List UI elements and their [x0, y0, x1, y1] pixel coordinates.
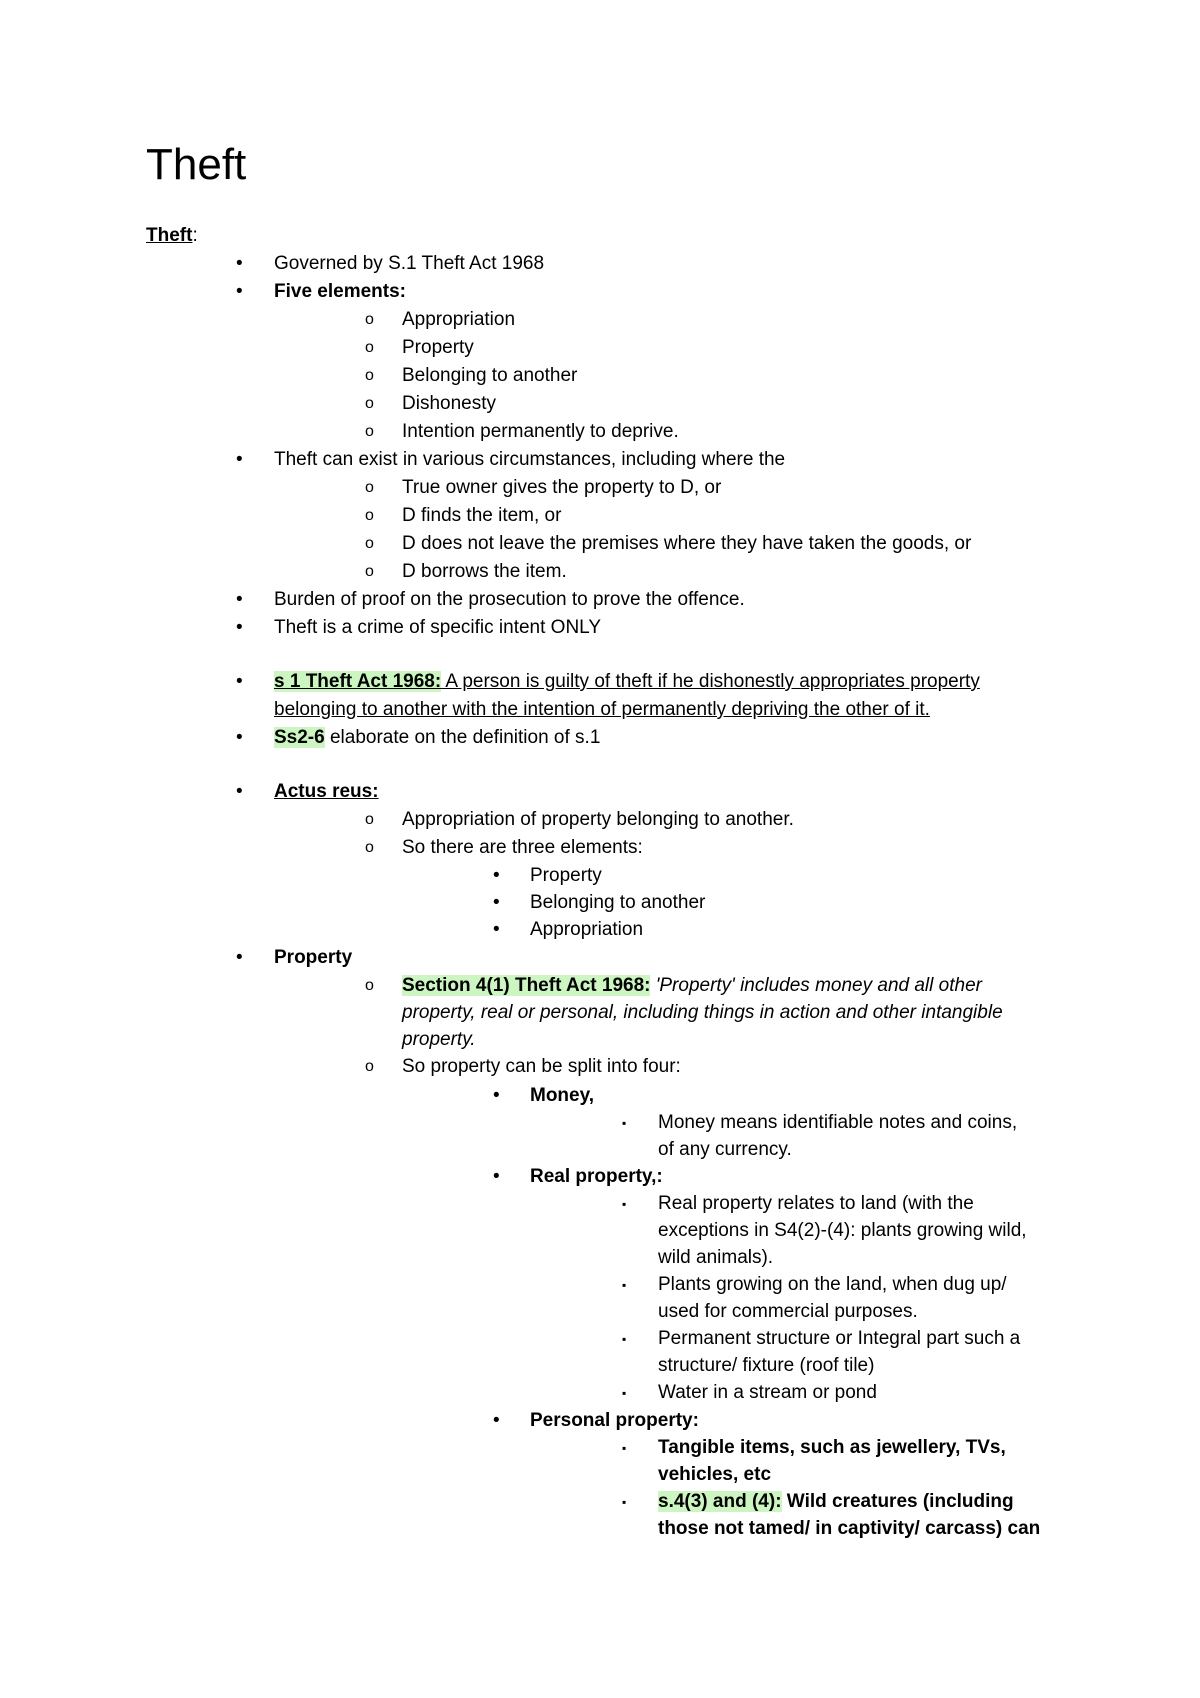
- bullet-marker: •: [236, 671, 243, 692]
- statute-ref-s4-1: Section 4(1) Theft Act 1968:: [402, 975, 651, 996]
- list-item-dishonesty: Dishonesty: [402, 393, 496, 414]
- bullet-marker: •: [236, 589, 243, 610]
- list-item-finds: D finds the item, or: [402, 505, 562, 526]
- bullet-marker: •: [236, 281, 243, 302]
- list-item-s1-definition: [274, 670, 980, 694]
- bullet-marker: •: [236, 253, 243, 274]
- sub-bullet-marker: o: [365, 811, 374, 828]
- sub-sub-bullet-marker: •: [493, 1410, 500, 1431]
- sub-bullet-marker: o: [365, 535, 374, 552]
- tangible-continued: vehicles, etc: [658, 1464, 772, 1485]
- sub-bullet-marker: o: [365, 311, 374, 328]
- s1-text: A person is guilty of theft if he dishonestly appropriates property: [441, 671, 980, 692]
- list-item-real-plants: Plants growing on the land, when dug up/: [658, 1274, 1007, 1295]
- square-bullet-marker: ▪: [622, 1386, 627, 1400]
- list-item-ar-property: Property: [530, 865, 602, 886]
- real-structure-continued: structure/ fixture (roof tile): [658, 1355, 875, 1376]
- list-item-ar-belonging: Belonging to another: [530, 892, 706, 913]
- s1-text-continued: belonging to another with the intention of permanently depriving the other of it.: [274, 699, 930, 720]
- sub-bullet-marker: o: [365, 977, 374, 994]
- wild-creatures-text: Wild creatures (including: [781, 1491, 1014, 1512]
- s4-1-text-end: property.: [402, 1029, 476, 1050]
- square-bullet-marker: ▪: [622, 1495, 627, 1509]
- list-item-tangible: Tangible items, such as jewellery, TVs,: [658, 1437, 1006, 1458]
- list-item-s4-1: [402, 974, 982, 998]
- list-item-real-water: Water in a stream or pond: [658, 1382, 877, 1403]
- sub-bullet-marker: o: [365, 839, 374, 856]
- list-item-money-desc: Money means identifiable notes and coins,: [658, 1112, 1018, 1133]
- bullet-marker: •: [236, 947, 243, 968]
- sub-bullet-marker: o: [365, 395, 374, 412]
- list-item-five-elements: Five elements:: [274, 281, 406, 302]
- list-item-money: Money,: [530, 1085, 595, 1106]
- list-item-ss2-6: [274, 726, 600, 750]
- list-item-wild-creatures: [658, 1490, 1014, 1514]
- list-item-real-land: Real property relates to land (with the: [658, 1193, 974, 1214]
- ss2-6-text: elaborate on the definition of s.1: [324, 727, 601, 748]
- list-item-belonging: Belonging to another: [402, 365, 578, 386]
- sub-bullet-marker: o: [365, 563, 374, 580]
- s4-1-text: 'Property' includes money and all other: [650, 975, 982, 996]
- sub-bullet-marker: o: [365, 423, 374, 440]
- list-item-appropriation: Appropriation: [402, 309, 516, 330]
- list-item-borrows: D borrows the item.: [402, 561, 567, 582]
- document-title: Theft: [146, 140, 247, 189]
- list-item-actus-reus: Actus reus:: [274, 781, 379, 802]
- bullet-marker: •: [236, 727, 243, 748]
- list-item-burden: Burden of proof on the prosecution to prove the offence.: [274, 589, 745, 610]
- list-item-governed: Governed by S.1 Theft Act 1968: [274, 253, 545, 274]
- list-item-personal-property: Personal property:: [530, 1410, 699, 1431]
- statute-ref-ss2-6: Ss2-6: [274, 727, 325, 748]
- list-item-ar-three: So there are three elements:: [402, 837, 643, 858]
- sub-bullet-marker: o: [365, 339, 374, 356]
- real-plants-continued: used for commercial purposes.: [658, 1301, 918, 1322]
- sub-bullet-marker: o: [365, 479, 374, 496]
- square-bullet-marker: ▪: [622, 1197, 627, 1211]
- sub-sub-bullet-marker: •: [493, 1085, 500, 1106]
- list-item-circumstances: Theft can exist in various circumstances, including where the: [274, 449, 786, 470]
- wild-creatures-continued: those not tamed/ in captivity/ carcass) can: [658, 1518, 1041, 1539]
- sub-bullet-marker: o: [365, 507, 374, 524]
- section-heading: [146, 224, 198, 248]
- statute-ref-s1: s 1 Theft Act 1968:: [274, 671, 442, 692]
- square-bullet-marker: ▪: [622, 1278, 627, 1292]
- list-item-property: Property: [402, 337, 474, 358]
- list-item-ar-appropriation2: Appropriation: [530, 919, 644, 940]
- list-item-real-structure: Permanent structure or Integral part such a: [658, 1328, 1021, 1349]
- list-item-split-four: So property can be split into four:: [402, 1056, 681, 1077]
- real-land-continued: exceptions in S4(2)-(4): plants growing wild,: [658, 1220, 1027, 1241]
- list-item-property-heading: Property: [274, 947, 353, 968]
- sub-sub-bullet-marker: •: [493, 865, 500, 886]
- statute-ref-s4-3-4: s.4(3) and (4):: [658, 1491, 782, 1512]
- square-bullet-marker: ▪: [622, 1332, 627, 1346]
- list-item-real-property: Real property,:: [530, 1166, 663, 1187]
- list-item-true-owner: True owner gives the property to D, or: [402, 477, 722, 498]
- square-bullet-marker: ▪: [622, 1441, 627, 1455]
- bullet-marker: •: [236, 449, 243, 470]
- list-item-not-leave: D does not leave the premises where they have taken the goods, or: [402, 533, 972, 554]
- sub-bullet-marker: o: [365, 367, 374, 384]
- square-bullet-marker: ▪: [622, 1116, 627, 1130]
- list-item-ar-appropriation: Appropriation of property belonging to another.: [402, 809, 794, 830]
- sub-sub-bullet-marker: •: [493, 892, 500, 913]
- real-land-end: wild animals).: [658, 1247, 774, 1268]
- sub-sub-bullet-marker: •: [493, 919, 500, 940]
- sub-sub-bullet-marker: •: [493, 1166, 500, 1187]
- bullet-marker: •: [236, 617, 243, 638]
- sub-bullet-marker: o: [365, 1058, 374, 1075]
- s4-1-text-continued: property, real or personal, including things in action and other intangible: [402, 1002, 1003, 1023]
- money-desc-continued: of any currency.: [658, 1139, 792, 1160]
- bullet-marker: •: [236, 781, 243, 802]
- list-item-intention: Intention permanently to deprive.: [402, 421, 679, 442]
- heading-suffix: :: [192, 225, 198, 246]
- list-item-specific-intent: Theft is a crime of specific intent ONLY: [274, 617, 601, 638]
- heading-label: Theft: [146, 225, 193, 246]
